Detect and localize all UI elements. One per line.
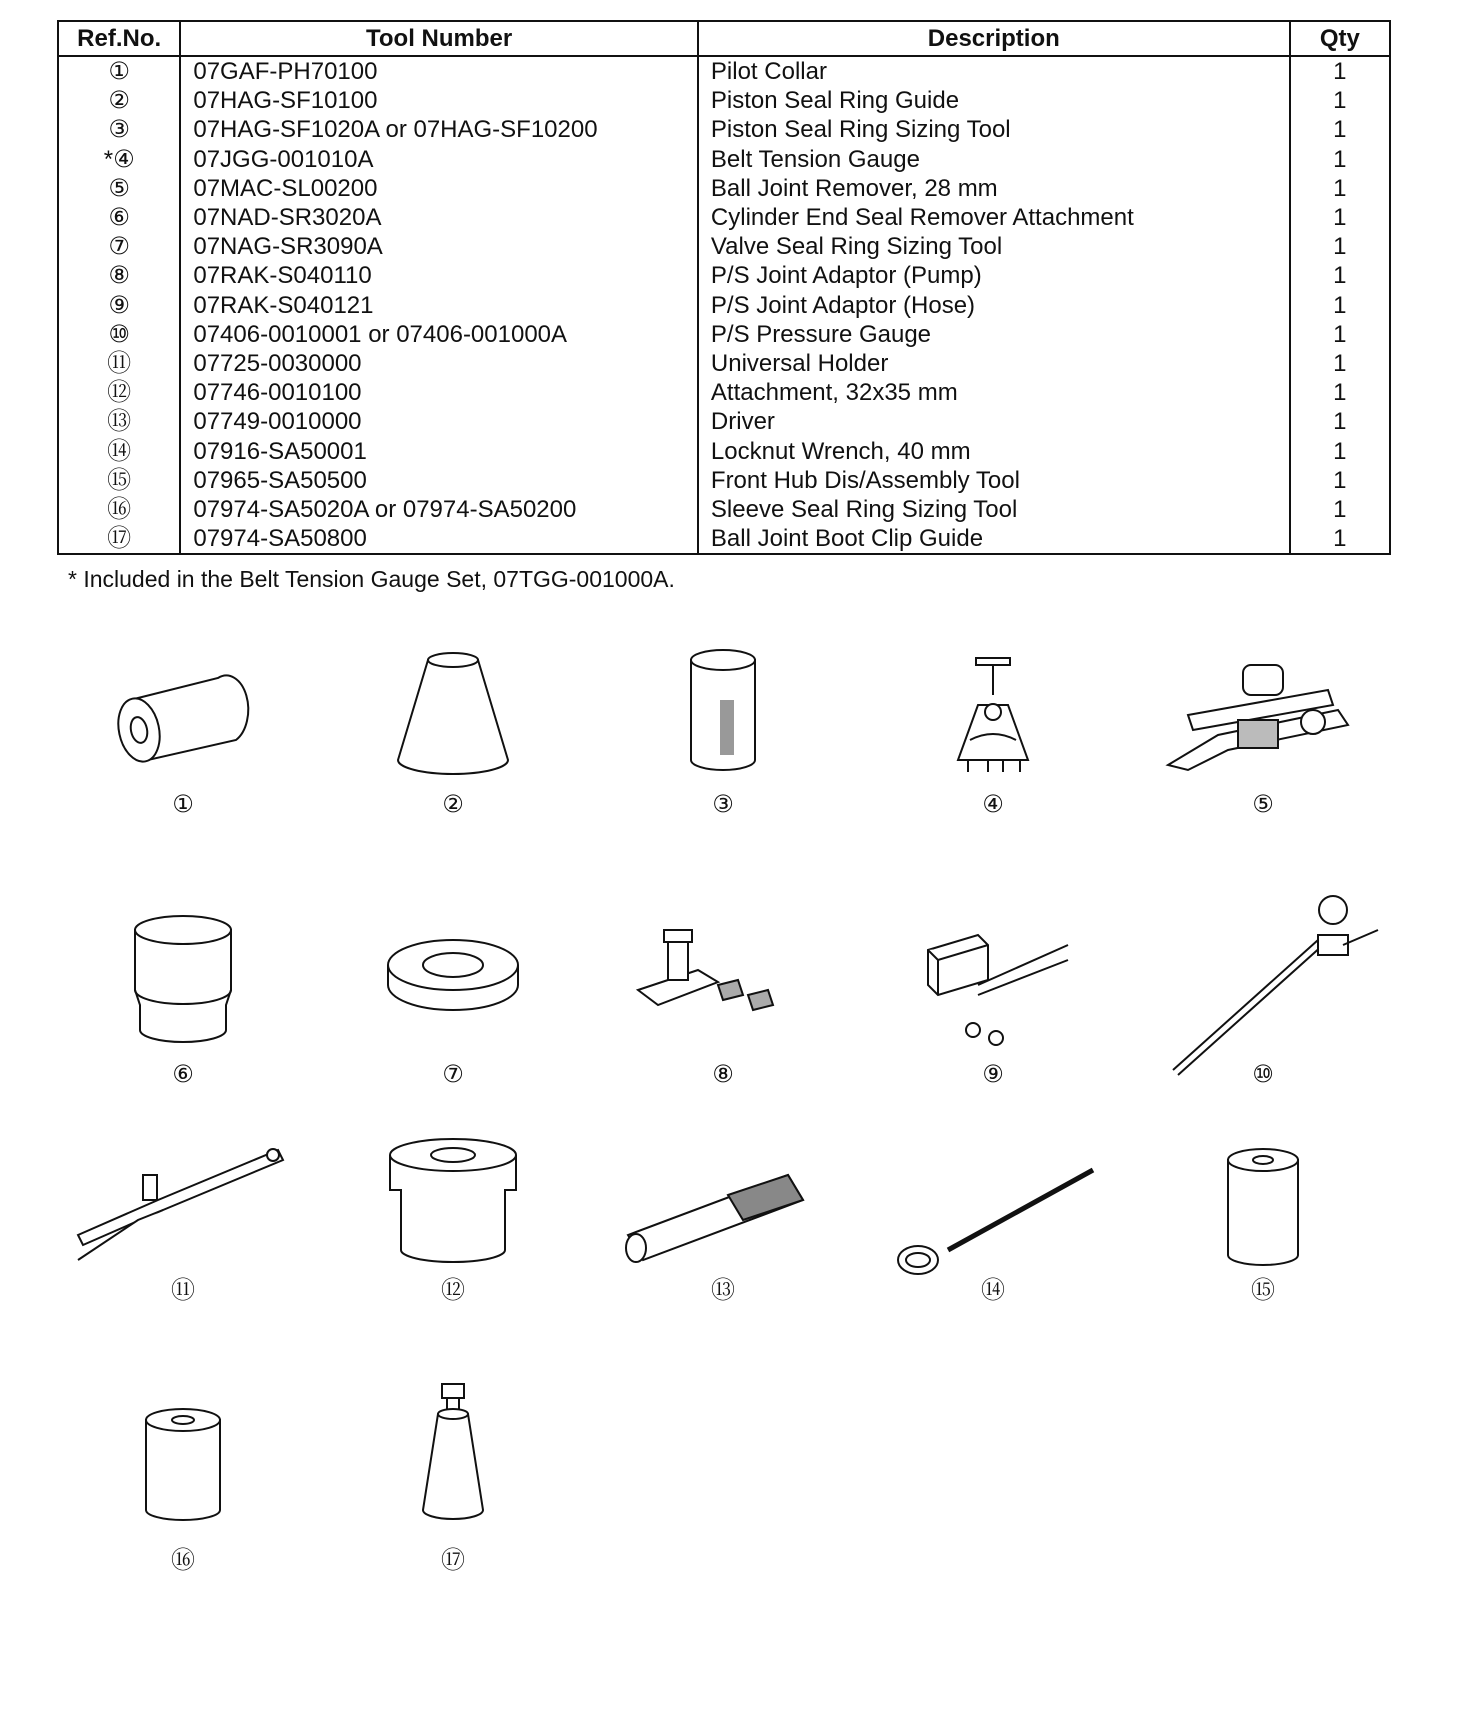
illustration-label: ⑥: [172, 1061, 194, 1088]
header-ref-no: Ref.No.: [58, 21, 180, 56]
ps-joint-adaptor-pump-icon: [608, 890, 838, 1060]
ps-pressure-gauge-icon: [1148, 890, 1378, 1060]
illustration-label: ⑯: [171, 1547, 195, 1574]
ref-cell: *④: [103, 145, 135, 173]
qty-cell: 1: [1290, 378, 1390, 407]
driver-icon: [608, 1100, 838, 1270]
tool-number-cell: 07974-SA50800: [180, 524, 698, 554]
description-cell: Attachment, 32x35 mm: [698, 378, 1290, 407]
description-cell: Belt Tension Gauge: [698, 145, 1290, 174]
piston-seal-ring-sizing-tool-icon: [608, 620, 838, 790]
tool-number-cell: 07GAF-PH70100: [180, 56, 698, 86]
ball-joint-remover-icon: [1148, 620, 1378, 790]
tool-number-cell: 07JGG-001010A: [180, 145, 698, 174]
qty-cell: 1: [1290, 466, 1390, 495]
qty-cell: 1: [1290, 437, 1390, 466]
tool-number-cell: 07NAG-SR3090A: [180, 232, 698, 261]
table-row: [58, 203, 1390, 232]
ref-cell: ③: [108, 116, 130, 144]
table-row: [58, 495, 1390, 524]
tool-number-cell: 07406-0010001 or 07406-001000A: [180, 320, 698, 349]
illustration-8: [608, 890, 838, 1090]
illustration-label: ⑰: [441, 1547, 465, 1574]
ref-cell: ⑯: [107, 496, 132, 524]
table-row: [58, 86, 1390, 115]
qty-cell: 1: [1290, 349, 1390, 378]
illustration-12: [338, 1100, 568, 1304]
header-tool-number: Tool Number: [180, 21, 698, 56]
tool-number-cell: 07974-SA5020A or 07974-SA50200: [180, 495, 698, 524]
illustration-label: ⑭: [981, 1277, 1005, 1304]
table-row: [58, 466, 1390, 495]
table-row: [58, 407, 1390, 436]
header-description: Description: [698, 21, 1290, 56]
tool-number-cell: 07HAG-SF10100: [180, 86, 698, 115]
table-row: [58, 437, 1390, 466]
qty-cell: 1: [1290, 56, 1390, 86]
description-cell: Valve Seal Ring Sizing Tool: [698, 232, 1290, 261]
ref-cell: ⑫: [107, 379, 132, 407]
qty-cell: 1: [1290, 174, 1390, 203]
valve-seal-ring-sizing-tool-icon: [338, 890, 568, 1060]
qty-cell: 1: [1290, 203, 1390, 232]
description-cell: P/S Joint Adaptor (Hose): [698, 291, 1290, 320]
illustration-14: [878, 1100, 1108, 1304]
illustration-label: ①: [172, 791, 194, 818]
illustration-label: ⑤: [1252, 791, 1274, 818]
ref-cell: ⑮: [107, 466, 132, 494]
illustration-label: ⑧: [712, 1061, 734, 1088]
table-row: [58, 349, 1390, 378]
description-cell: Pilot Collar: [698, 56, 1290, 86]
tool-number-cell: 07NAD-SR3020A: [180, 203, 698, 232]
illustration-label: ⑬: [711, 1277, 735, 1304]
ball-joint-boot-clip-guide-icon: [338, 1370, 568, 1540]
tool-number-cell: 07965-SA50500: [180, 466, 698, 495]
sleeve-seal-ring-sizing-tool-icon: [68, 1370, 298, 1540]
header-qty: Qty: [1290, 21, 1390, 56]
qty-cell: 1: [1290, 232, 1390, 261]
qty-cell: 1: [1290, 115, 1390, 144]
attachment-icon: [338, 1100, 568, 1270]
table-row: [58, 291, 1390, 320]
tool-number-cell: 07RAK-S040110: [180, 261, 698, 290]
table-row: [58, 378, 1390, 407]
tool-number-cell: 07HAG-SF1020A or 07HAG-SF10200: [180, 115, 698, 144]
table-row: [58, 320, 1390, 349]
qty-cell: 1: [1290, 407, 1390, 436]
illustration-label: ⑦: [442, 1061, 464, 1088]
illustration-label: ⑨: [982, 1061, 1004, 1088]
qty-cell: 1: [1290, 495, 1390, 524]
ref-cell: ⑤: [108, 174, 130, 202]
table-row: [58, 524, 1390, 554]
description-cell: Ball Joint Boot Clip Guide: [698, 524, 1290, 554]
illustration-1: [68, 620, 298, 820]
table-row: [58, 232, 1390, 261]
illustration-17: [338, 1370, 568, 1574]
front-hub-tool-icon: [1148, 1100, 1378, 1270]
qty-cell: 1: [1290, 524, 1390, 554]
universal-holder-icon: [68, 1100, 298, 1270]
qty-cell: 1: [1290, 86, 1390, 115]
illustration-6: [68, 890, 298, 1090]
ref-cell: ⑦: [108, 233, 130, 261]
ref-cell: ⑧: [108, 262, 130, 290]
description-cell: P/S Joint Adaptor (Pump): [698, 261, 1290, 290]
description-cell: Driver: [698, 407, 1290, 436]
table-row: [58, 115, 1390, 144]
piston-seal-ring-guide-icon: [338, 620, 568, 790]
ref-cell: ⑥: [108, 204, 130, 232]
table-body: [58, 56, 1390, 554]
description-cell: P/S Pressure Gauge: [698, 320, 1290, 349]
illustration-3: [608, 620, 838, 820]
illustration-15: [1148, 1100, 1378, 1304]
illustration-10: [1148, 890, 1378, 1090]
qty-cell: 1: [1290, 291, 1390, 320]
ref-cell: ⑰: [107, 525, 132, 553]
description-cell: Front Hub Dis/Assembly Tool: [698, 466, 1290, 495]
tool-number-cell: 07725-0030000: [180, 349, 698, 378]
pilot-collar-icon: [68, 620, 298, 790]
illustration-label: ②: [442, 791, 464, 818]
description-cell: Universal Holder: [698, 349, 1290, 378]
tool-number-cell: 07749-0010000: [180, 407, 698, 436]
description-cell: Piston Seal Ring Sizing Tool: [698, 115, 1290, 144]
ref-cell: ⑪: [107, 350, 132, 378]
description-cell: Sleeve Seal Ring Sizing Tool: [698, 495, 1290, 524]
illustration-5: [1148, 620, 1378, 820]
table-row: [58, 56, 1390, 86]
ref-cell: ⑬: [107, 408, 132, 436]
illustration-label: ⑮: [1251, 1277, 1275, 1304]
locknut-wrench-icon: [878, 1100, 1108, 1270]
tool-number-cell: 07746-0010100: [180, 378, 698, 407]
table-row: [58, 174, 1390, 203]
ref-cell: ①: [108, 58, 130, 85]
ref-cell: ⑭: [107, 437, 132, 465]
illustration-label: ⑫: [441, 1277, 465, 1304]
illustration-label: ③: [712, 791, 734, 818]
qty-cell: 1: [1290, 320, 1390, 349]
ref-cell: ⑨: [108, 291, 130, 319]
illustration-9: [878, 890, 1108, 1090]
description-cell: Cylinder End Seal Remover Attachment: [698, 203, 1290, 232]
special-tools-table: [57, 20, 1391, 555]
illustration-label: ⑪: [171, 1277, 195, 1304]
description-cell: Locknut Wrench, 40 mm: [698, 437, 1290, 466]
ref-cell: ⑩: [108, 320, 130, 348]
illustration-11: [68, 1100, 298, 1304]
table-header-row: [58, 21, 1390, 56]
table-row: [58, 261, 1390, 290]
tool-number-cell: 07RAK-S040121: [180, 291, 698, 320]
ps-joint-adaptor-hose-icon: [878, 890, 1108, 1060]
qty-cell: 1: [1290, 261, 1390, 290]
qty-cell: 1: [1290, 145, 1390, 174]
table-row: [58, 145, 1390, 174]
belt-tension-gauge-icon: [878, 620, 1108, 790]
description-cell: Piston Seal Ring Guide: [698, 86, 1290, 115]
illustration-label: ④: [982, 791, 1004, 818]
tool-number-cell: 07MAC-SL00200: [180, 174, 698, 203]
illustration-2: [338, 620, 568, 820]
footnote: * Included in the Belt Tension Gauge Set, 07TGG-001000A.: [68, 566, 675, 592]
description-cell: Ball Joint Remover, 28 mm: [698, 174, 1290, 203]
illustration-16: [68, 1370, 298, 1574]
ref-cell: ②: [108, 87, 130, 115]
illustration-7: [338, 890, 568, 1090]
illustration-label: ⑩: [1252, 1061, 1274, 1088]
tool-number-cell: 07916-SA50001: [180, 437, 698, 466]
illustration-13: [608, 1100, 838, 1304]
illustration-4: [878, 620, 1108, 820]
cylinder-end-seal-remover-icon: [68, 890, 298, 1060]
